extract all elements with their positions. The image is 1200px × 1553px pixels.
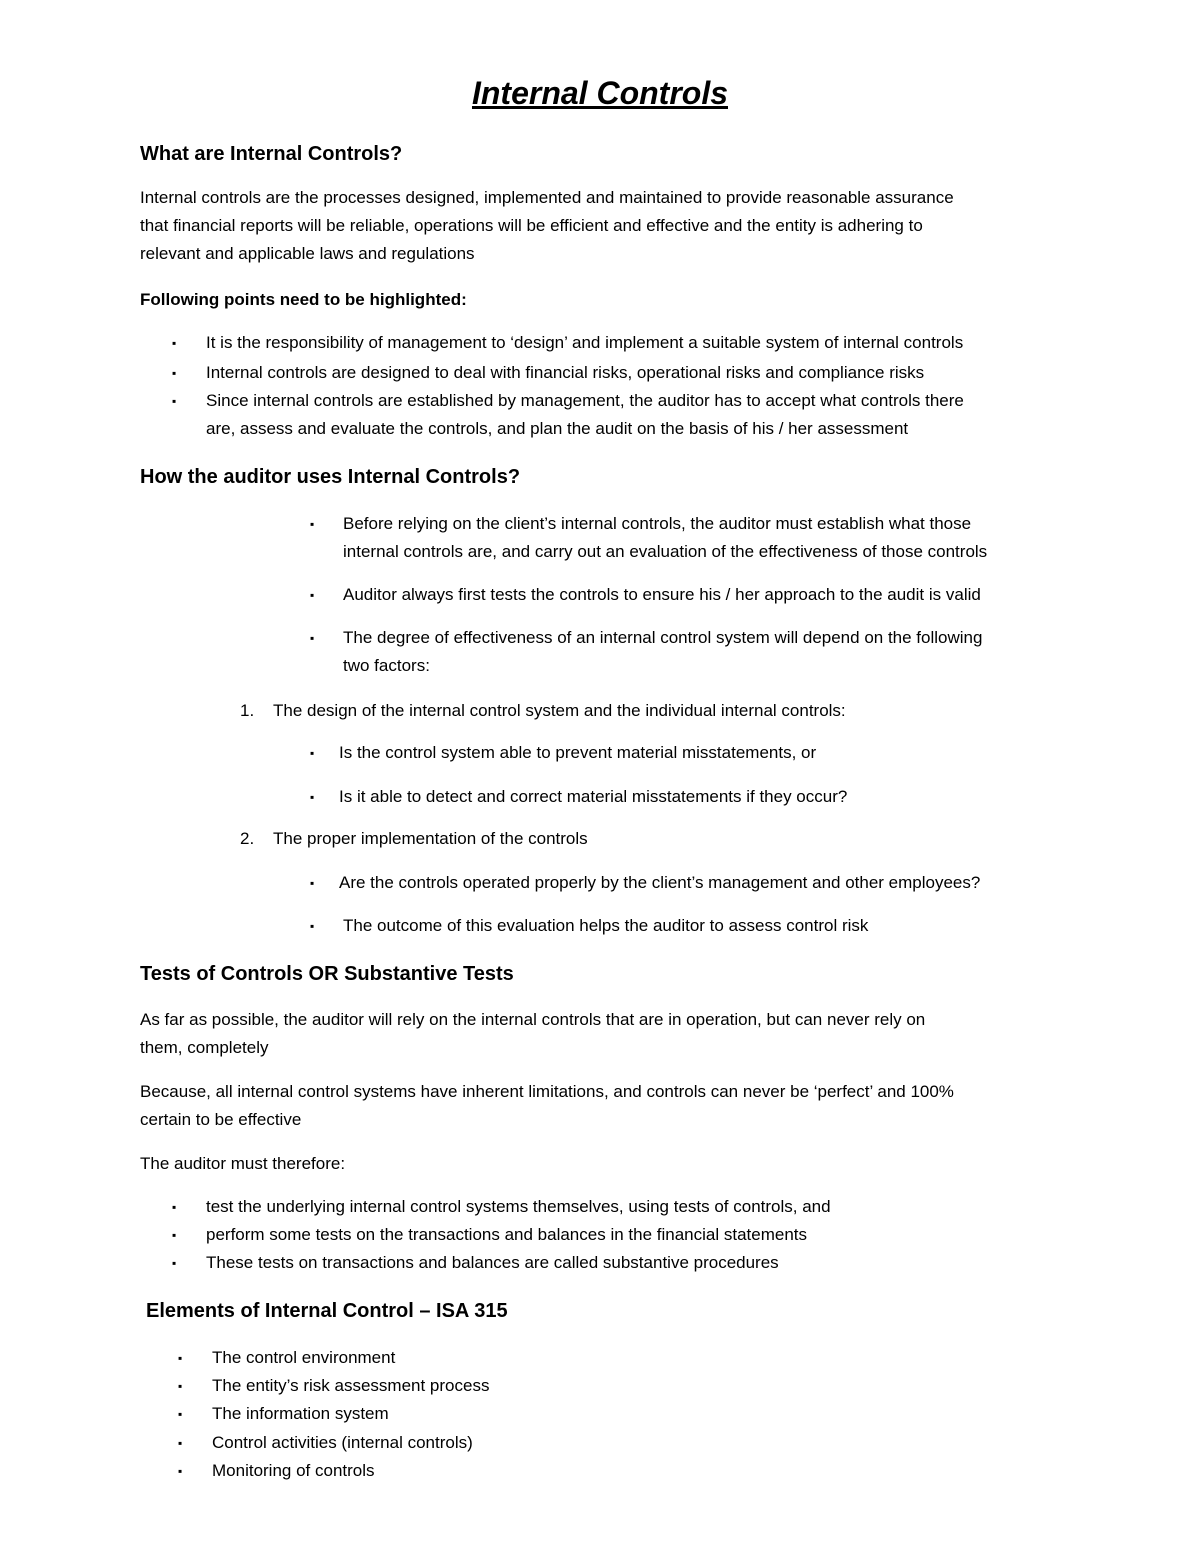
sub-list-item: Is the control system able to prevent material misstatements, or	[339, 743, 817, 762]
list-item: Internal controls are designed to deal with financial risks, operational risks and compliance risks	[206, 363, 925, 382]
numbered-item: The design of the internal control system and the individual internal controls:	[273, 701, 846, 720]
bullet-icon: ▪	[172, 1256, 177, 1270]
list-item-continuation: are, assess and evaluate the controls, and plan the audit on the basis of his / her assessment	[206, 419, 909, 438]
list-item: The entity’s risk assessment process	[212, 1376, 490, 1395]
list-item: perform some tests on the transactions and balances in the financial statements	[206, 1225, 807, 1244]
sub-list-item: The outcome of this evaluation helps the auditor to assess control risk	[343, 916, 869, 935]
paragraph-line: Internal controls are the processes designed, implemented and maintained to provide reasonable assurance	[140, 188, 954, 207]
paragraph-line: relevant and applicable laws and regulations	[140, 244, 475, 263]
list-item: Monitoring of controls	[212, 1461, 375, 1480]
list-item: test the underlying internal control systems themselves, using tests of controls, and	[206, 1197, 831, 1216]
bullet-icon: ▪	[310, 631, 315, 645]
bullet-icon: ▪	[178, 1379, 183, 1393]
paragraph-line: them, completely	[140, 1038, 269, 1057]
list-item: Before relying on the client’s internal controls, the auditor must establish what those	[343, 514, 972, 533]
list-item: The degree of effectiveness of an internal control system will depend on the following	[343, 628, 983, 647]
heading-what-are-internal-controls: What are Internal Controls?	[140, 143, 403, 165]
page-title: Internal Controls	[471, 75, 728, 111]
numbered-item-marker: 1.	[240, 701, 255, 720]
bullet-icon: ▪	[310, 588, 315, 602]
bullet-icon: ▪	[178, 1464, 183, 1478]
list-item: Since internal controls are established by management, the auditor has to accept what controls there	[206, 391, 964, 410]
list-item: The control environment	[212, 1348, 396, 1367]
bullet-icon: ▪	[172, 366, 177, 380]
bullet-icon: ▪	[310, 919, 315, 933]
sub-list-item: Are the controls operated properly by the client’s management and other employees?	[339, 873, 981, 892]
list-item: Control activities (internal controls)	[212, 1433, 473, 1452]
sub-list-item: Is it able to detect and correct material misstatements if they occur?	[339, 787, 848, 806]
subheading-points: Following points need to be highlighted:	[140, 290, 467, 309]
paragraph-line: The auditor must therefore:	[140, 1154, 346, 1173]
heading-how-auditor-uses: How the auditor uses Internal Controls?	[140, 466, 521, 488]
paragraph-line: that financial reports will be reliable, operations will be efficient and effective and the entity is adhering to	[140, 216, 923, 235]
bullet-icon: ▪	[178, 1407, 183, 1421]
heading-elements-isa-315: Elements of Internal Control – ISA 315	[146, 1300, 508, 1322]
bullet-icon: ▪	[172, 1228, 177, 1242]
paragraph-line: As far as possible, the auditor will rely on the internal controls that are in operation, but can never rely on	[140, 1010, 926, 1029]
numbered-item-marker: 2.	[240, 829, 255, 848]
bullet-icon: ▪	[310, 790, 315, 804]
bullet-icon: ▪	[178, 1436, 183, 1450]
paragraph-line: certain to be effective	[140, 1110, 302, 1129]
paragraph-line: Because, all internal control systems have inherent limitations, and controls can never be ‘perfect’ and 100%	[140, 1082, 954, 1101]
bullet-icon: ▪	[172, 1200, 177, 1214]
list-item: These tests on transactions and balances are called substantive procedures	[206, 1253, 779, 1272]
bullet-icon: ▪	[172, 394, 177, 408]
bullet-icon: ▪	[310, 746, 315, 760]
bullet-icon: ▪	[310, 517, 315, 531]
heading-tests-of-controls: Tests of Controls OR Substantive Tests	[140, 963, 514, 985]
bullet-icon: ▪	[172, 336, 177, 350]
list-item: It is the responsibility of management to ‘design’ and implement a suitable system of internal controls	[206, 333, 964, 352]
bullet-icon: ▪	[178, 1351, 183, 1365]
list-item: The information system	[212, 1404, 389, 1423]
numbered-item: The proper implementation of the controls	[273, 829, 588, 848]
list-item: Auditor always first tests the controls to ensure his / her approach to the audit is valid	[343, 585, 981, 604]
list-item-continuation: two factors:	[343, 656, 430, 675]
list-item-continuation: internal controls are, and carry out an evaluation of the effectiveness of those controls	[343, 542, 988, 561]
bullet-icon: ▪	[310, 876, 315, 890]
